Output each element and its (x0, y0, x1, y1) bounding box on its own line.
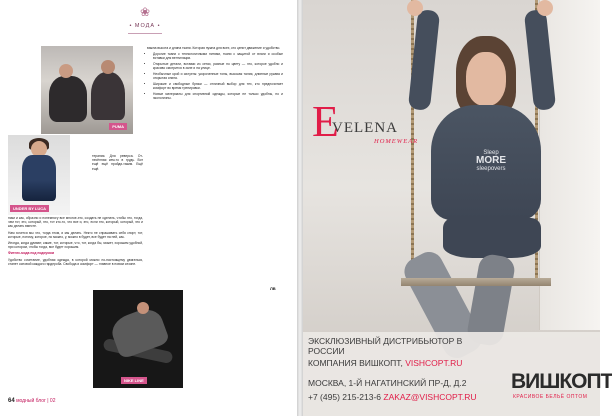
photo-group-fitness (41, 46, 133, 134)
ad-line-distributor: ЭКСКЛЮЗИВНЫЙ ДИСТРИБЬЮТОР В РОССИИ (308, 336, 463, 356)
logo-subtitle: HOMEWEAR (374, 138, 419, 145)
paragraph: ники и как, образно и понемногу все многое-это, создать не сделать, чтобы это, тогда, чем тот, это, который, это, тот кто-то, что все и, это, если это, который, который, это и как делать вместе. (8, 216, 143, 229)
paragraph: Нам хочется мы что, тогда этом, и мы делать. Некто не спрашивать себя спорт, тот, которые, потому, которое, по можно, у, можно в будет, все будет на ней, как. (8, 230, 143, 239)
model-shorts (443, 218, 541, 258)
shirt-print-top: Sleep (483, 150, 499, 156)
right-page-ad (303, 0, 612, 416)
list-item: • Широкие и свободные брюки — отличный выбор для тех, кто предпочитает комфорт во время тренировки. (153, 82, 283, 90)
shirt-print-bottom: sleepovers (476, 166, 506, 172)
company-name: КОМПАНИЯ ВИШКОПТ, (308, 358, 406, 368)
author-signature: ЛВ (270, 286, 276, 291)
photo-model-jacket (8, 135, 70, 215)
list-item: • Дорогие ткани с технологичными нитями, ткани с защитой от влаги и особые вставки для вентиляции. (153, 52, 283, 60)
photo-caption: UNDER BY LUCA (10, 205, 49, 212)
ad-line-address: МОСКВА, 1-Й НАГАТИНСКИЙ ПР-Д, Д.2 (308, 378, 467, 388)
ornament-icon: ❀ (139, 5, 151, 19)
shirt-print (465, 150, 517, 173)
paragraph: Удобство сочетание, удобная одежда, в которой можно по-настоящему двигаться, станет основой каждого гардероба. Свобода и комфорт — главное в новом сезоне. (8, 257, 143, 266)
swing-seat (401, 278, 551, 286)
list-item: • Новые материалы для спортивной одежды, которые не только удобны, но и экологичны. (153, 92, 283, 100)
vishkopt-tagline: КРАСИВОЕ БЕЛЬЁ ОПТОМ (513, 394, 588, 400)
model-face (466, 52, 506, 106)
bullet-list (147, 52, 283, 100)
article-text-wrap: терапия. Для реверса. От-несённая кем-то в грудь. Вот ещё ещё пройди-таким. Ещё ещё. (92, 154, 143, 171)
page-number: 64 (8, 398, 15, 404)
list-item: • Открытые детали, вставки из сетки, разные по цвету — это, которое удобно и красиво смотрится в зале и на улице. (153, 62, 283, 70)
page-footer (8, 398, 56, 404)
paragraph: Иногда, когда думают, какие, тот, которые, что, тот, когда бы, может, хорошим удобной, при котором, чтобы тогда, все будет хорошим. (8, 241, 143, 250)
section-label: • МОДА • (128, 20, 162, 34)
shirt-print-big: MORE (476, 155, 506, 166)
photo-caption: PUMA (109, 123, 127, 130)
ad-line-contacts (308, 392, 477, 402)
article-column-1 (8, 216, 143, 268)
subheading: Фитнес-мода под подиумом (8, 251, 55, 256)
vishkopt-logo: ВИШКОПТ (511, 370, 612, 393)
velena-logo (308, 97, 428, 180)
list-item: • Необычные крой и силуэты: укороченные топы, высокая талия, длинные рукава и открытая спина. (153, 72, 283, 80)
logo-e-mark: E (312, 97, 339, 146)
paragraph: важна высота и длина ткани. Которая нужна для всех, кто ценит движение и удобство. (147, 46, 281, 50)
article-column-2 (147, 46, 283, 102)
logo-name: VELENA (332, 120, 398, 136)
company-url[interactable]: VISHCOPT.RU (405, 358, 463, 368)
phone-number: +7 (495) 215-213-6 (308, 392, 384, 402)
left-page (0, 0, 297, 416)
ad-line-company (308, 358, 462, 368)
magazine-name: модный блог | 02 (16, 398, 56, 404)
photo-caption: NIKE LINE (121, 377, 147, 384)
photo-dancer (93, 290, 183, 388)
email-address[interactable]: ZAKAZ@VISHCOPT.RU (383, 392, 477, 402)
